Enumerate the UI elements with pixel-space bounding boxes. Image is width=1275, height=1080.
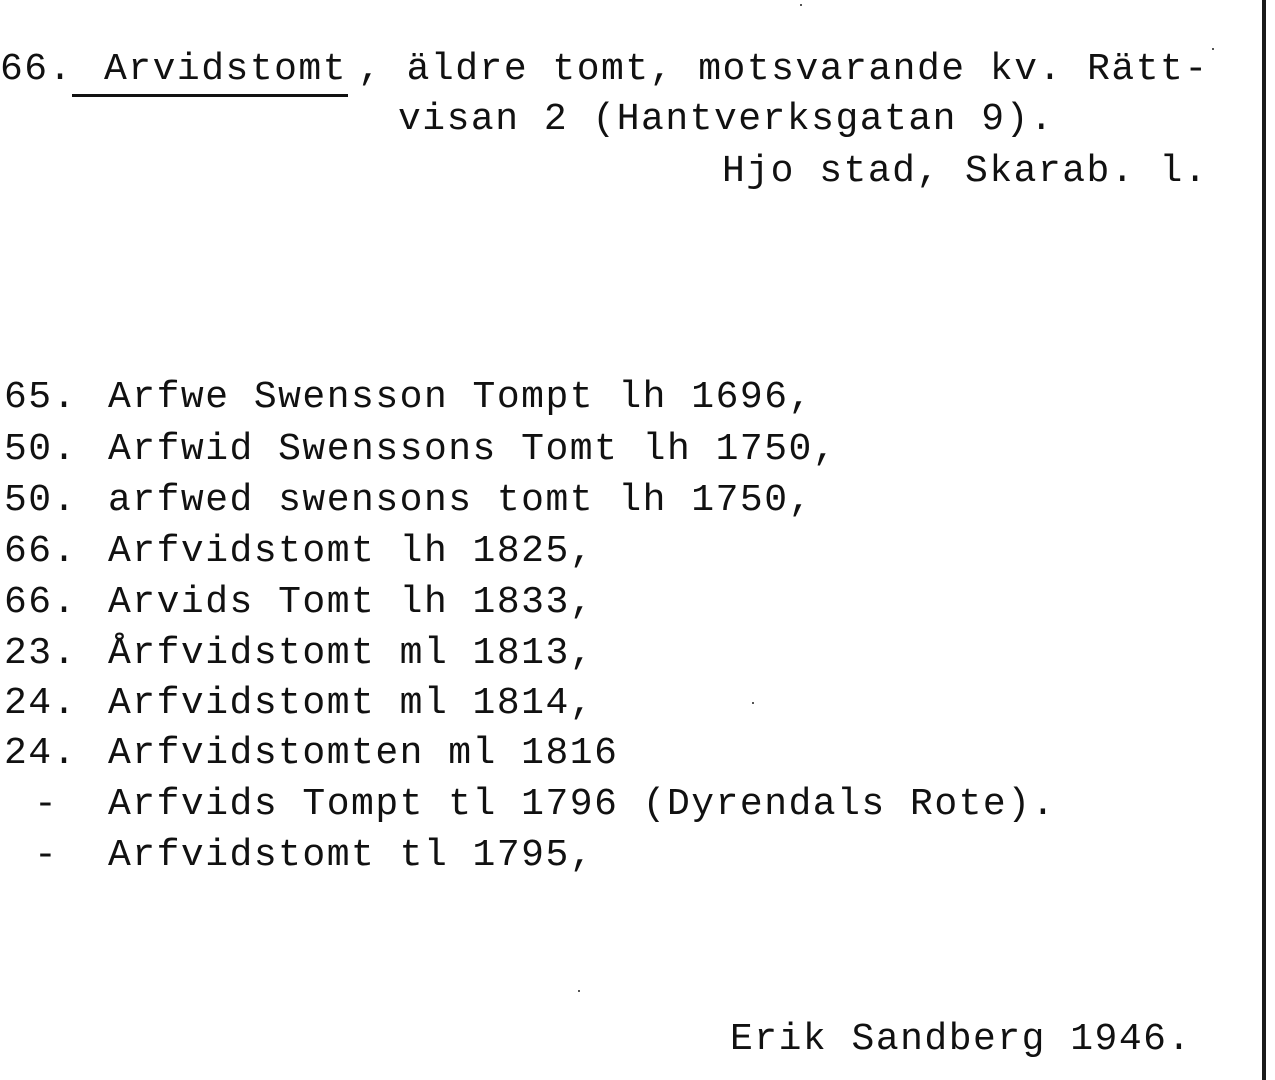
entry-text: Arfvidstomt lh 1825, xyxy=(108,530,595,573)
entry-text: Arfvidstomten ml 1816 xyxy=(108,732,619,775)
entry-text: Arvids Tomt lh 1833, xyxy=(108,581,595,624)
heading-number: 66. xyxy=(0,48,73,91)
entry-text: Arfwe Swensson Tompt lh 1696, xyxy=(108,376,813,419)
entry-number: 23. xyxy=(4,632,77,675)
entry-text: Arfvids Tompt tl 1796 (Dyrendals Rote). xyxy=(108,783,1056,826)
entry-number: 66. xyxy=(4,530,77,573)
scan-speck xyxy=(800,4,802,6)
scan-speck xyxy=(752,702,754,704)
entry-text: Arfvidstomt ml 1814, xyxy=(108,682,595,725)
entry-number: 65. xyxy=(4,376,77,419)
heading-description-line2: visan 2 (Hantverksgatan 9). xyxy=(398,98,1055,141)
heading-location: Hjo stad, Skarab. l. xyxy=(722,150,1209,193)
heading-place-name: Arvidstomt xyxy=(104,48,348,91)
entry-number: 24. xyxy=(4,682,77,725)
heading-description: , äldre tomt, motsvarande kv. Rätt- xyxy=(358,48,1209,91)
entry-number: 66. xyxy=(4,581,77,624)
entry-dash: - xyxy=(34,834,59,877)
card-edge-line xyxy=(1262,0,1266,1080)
signature: Erik Sandberg 1946. xyxy=(730,1018,1192,1061)
scan-speck xyxy=(1212,48,1214,50)
entry-dash: - xyxy=(34,783,59,826)
entry-text: Årfvidstomt ml 1813, xyxy=(108,632,595,675)
entry-text: Arfvidstomt tl 1795, xyxy=(108,834,595,877)
entry-text: arfwed swensons tomt lh 1750, xyxy=(108,479,813,522)
entry-text: Arfwid Swenssons Tomt lh 1750, xyxy=(108,428,838,471)
heading-underline xyxy=(72,94,348,97)
entry-number: 24. xyxy=(4,732,77,775)
entry-number: 50. xyxy=(4,479,77,522)
entry-number: 50. xyxy=(4,428,77,471)
scan-speck xyxy=(578,990,580,992)
